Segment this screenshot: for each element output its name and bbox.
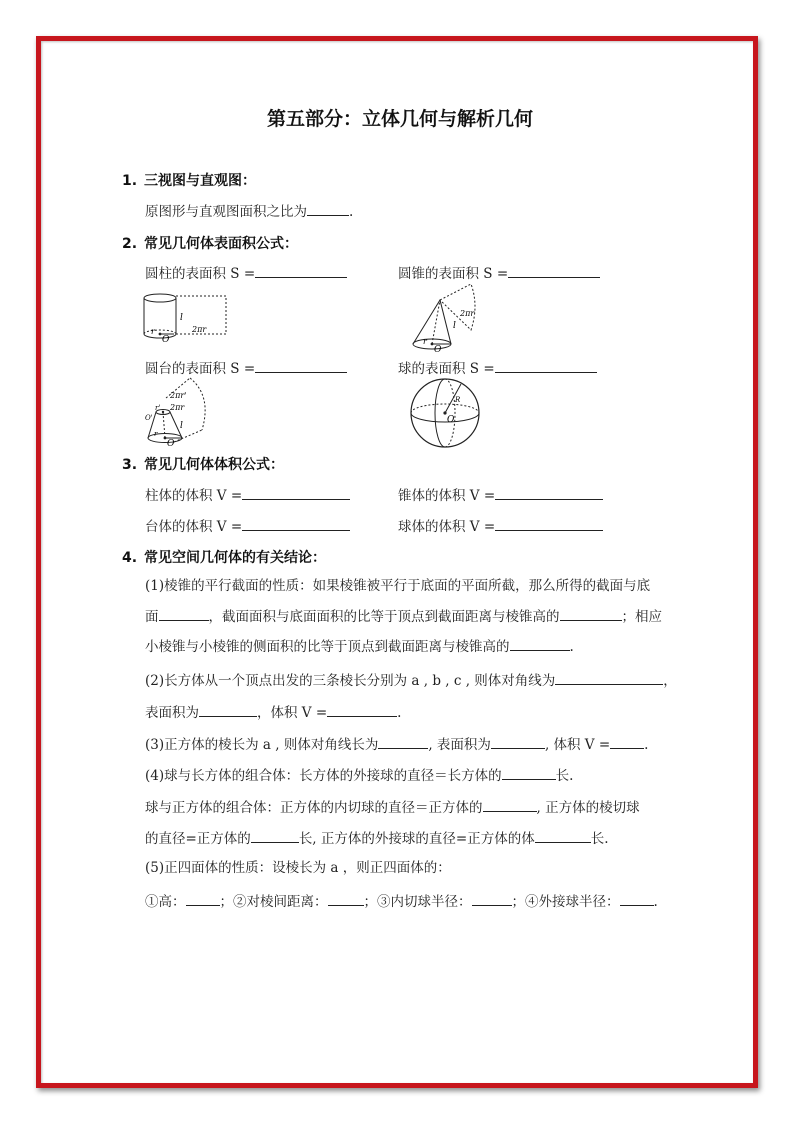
fig-label: O <box>434 345 442 354</box>
text: , 体积 V = <box>544 737 611 753</box>
p5-line1 <box>145 859 451 877</box>
text: (4)球与长方体的组合体：长方体的外接球的直径＝长方体的 <box>145 768 502 784</box>
text: 表面积为 <box>145 705 199 721</box>
text: . <box>397 705 402 721</box>
answer-blank[interactable] <box>495 358 597 373</box>
section-3-heading <box>122 454 284 474</box>
page-title: 第五部分：立体几何与解析几何 <box>266 108 533 130</box>
text: (5)正四面体的性质：设棱长为 a ，则正四面体的： <box>145 860 451 876</box>
text: 长. <box>590 831 609 847</box>
section-title: 三视图与直观图： <box>144 173 256 189</box>
text: ；②对棱间距离： <box>219 894 328 910</box>
fig-label: O <box>167 439 175 448</box>
cylinder-unfolded-figure <box>138 290 238 344</box>
answer-blank[interactable] <box>495 485 603 500</box>
p4-line3 <box>145 828 609 848</box>
answer-blank[interactable] <box>495 516 603 531</box>
text: (2)长方体从一个顶点出发的三条棱长分别为 a , b , c , 则体对角线为 <box>145 673 556 689</box>
fig-label: l <box>453 321 456 331</box>
fig-label: r <box>154 430 158 438</box>
sphere-volume-line <box>398 516 603 536</box>
answer-blank[interactable] <box>620 891 654 906</box>
section-title: 常见几何体体积公式： <box>144 457 284 473</box>
section-title: 常见几何体表面积公式： <box>144 236 298 252</box>
section-2-heading <box>122 233 298 253</box>
section-number: 3. <box>122 457 138 473</box>
answer-blank[interactable] <box>472 891 512 906</box>
answer-blank[interactable] <box>560 606 622 621</box>
p4-line2 <box>145 797 640 817</box>
text: 球与正方体的组合体：正方体的内切球的直径＝正方体的 <box>145 800 483 816</box>
section-1-heading <box>122 170 256 190</box>
text: 圆台的表面积 S = <box>145 361 256 377</box>
p1-line2 <box>145 606 662 626</box>
answer-blank[interactable] <box>242 485 350 500</box>
fig-label: 2πr <box>460 309 475 318</box>
text: 圆锥的表面积 S = <box>398 266 509 282</box>
text: ；相应 <box>621 609 662 625</box>
sphere-figure <box>405 376 485 450</box>
answer-blank[interactable] <box>255 263 347 278</box>
answer-blank[interactable] <box>186 891 220 906</box>
answer-blank[interactable] <box>535 828 591 843</box>
text: (3)正方体的棱长为 a , 则体对角线长为 <box>145 737 379 753</box>
text: 长, 正方体的外接球的直径=正方体的体 <box>298 831 535 847</box>
text: ，截面面积与底面面积的比等于顶点到截面距离与棱锥高的 <box>208 609 560 625</box>
text: ；④外接球半径： <box>511 894 620 910</box>
section-4-heading <box>122 547 326 567</box>
section-number: 4. <box>122 550 138 566</box>
text: 台体的体积 V = <box>145 519 243 535</box>
sphere-area-line <box>398 358 597 378</box>
answer-blank[interactable] <box>508 263 600 278</box>
section-number: 2. <box>122 236 138 252</box>
section-1-line <box>145 201 353 221</box>
fig-label: O' <box>145 414 153 422</box>
text: . <box>653 894 658 910</box>
p4-line1 <box>145 765 573 785</box>
answer-blank[interactable] <box>328 891 364 906</box>
text: 面 <box>145 609 159 625</box>
text: 球体的体积 V = <box>398 519 496 535</box>
text: , 正方体的棱切球 <box>536 800 640 816</box>
section-title: 常见空间几何体的有关结论： <box>144 550 326 566</box>
text: 柱体的体积 V = <box>145 488 243 504</box>
cone-area-line <box>398 263 600 283</box>
p1-line1 <box>145 577 650 595</box>
frustum-area-line <box>145 358 347 378</box>
cone-unfolded-figure <box>405 282 485 354</box>
answer-blank[interactable] <box>610 734 644 749</box>
text: ，体积 V = <box>257 705 328 721</box>
p5-line2 <box>145 891 658 911</box>
answer-blank[interactable] <box>327 702 397 717</box>
pyramid-volume-line <box>398 485 603 505</box>
answer-blank[interactable] <box>307 201 349 216</box>
fig-label: r <box>151 327 155 336</box>
text: ；③内切球半径： <box>363 894 472 910</box>
fig-label: r' <box>155 404 161 412</box>
text: . <box>569 639 574 655</box>
text: 球的表面积 S = <box>398 361 495 377</box>
answer-blank[interactable] <box>502 765 556 780</box>
p2-line2 <box>145 702 401 722</box>
fig-label: O <box>162 335 170 344</box>
answer-blank[interactable] <box>555 670 663 685</box>
answer-blank[interactable] <box>251 828 299 843</box>
text: ①高： <box>145 894 186 910</box>
fig-label: O <box>447 415 455 425</box>
p3-line <box>145 734 648 754</box>
answer-blank[interactable] <box>510 636 570 651</box>
text: . <box>644 737 649 753</box>
prism-volume-line <box>145 485 350 505</box>
fig-label: r <box>423 337 427 346</box>
text: , 表面积为 <box>428 737 491 753</box>
answer-blank[interactable] <box>199 702 257 717</box>
fig-label: R <box>455 396 461 404</box>
answer-blank[interactable] <box>255 358 347 373</box>
fig-label: 2πr' <box>170 391 187 400</box>
fig-label: 2πr <box>192 325 207 334</box>
text: . <box>349 204 354 220</box>
text: 小棱锥与小棱锥的侧面积的比等于顶点到截面距离与棱锥高的 <box>145 639 510 655</box>
section-number: 1. <box>122 173 138 189</box>
text: 锥体的体积 V = <box>398 488 496 504</box>
p1-line3 <box>145 636 574 656</box>
answer-blank[interactable] <box>378 734 428 749</box>
text: ， <box>663 673 677 689</box>
text: 长. <box>555 768 574 784</box>
frustum-unfolded-figure <box>140 376 216 448</box>
text: 圆柱的表面积 S = <box>145 266 256 282</box>
fig-label: l <box>180 421 183 431</box>
answer-blank[interactable] <box>491 734 545 749</box>
frustum-volume-line <box>145 516 350 536</box>
p2-line1 <box>145 670 677 690</box>
answer-blank[interactable] <box>242 516 350 531</box>
fig-label: l <box>180 313 183 323</box>
answer-blank[interactable] <box>483 797 537 812</box>
fig-label: 2πr <box>170 403 185 412</box>
answer-blank[interactable] <box>159 606 209 621</box>
text: (1)棱锥的平行截面的性质：如果棱锥被平行于底面的平面所截，那么所得的截面与底 <box>145 578 651 594</box>
text: 的直径=正方体的 <box>145 831 251 847</box>
cylinder-area-line <box>145 263 347 283</box>
text: 原图形与直观图面积之比为 <box>145 204 307 220</box>
